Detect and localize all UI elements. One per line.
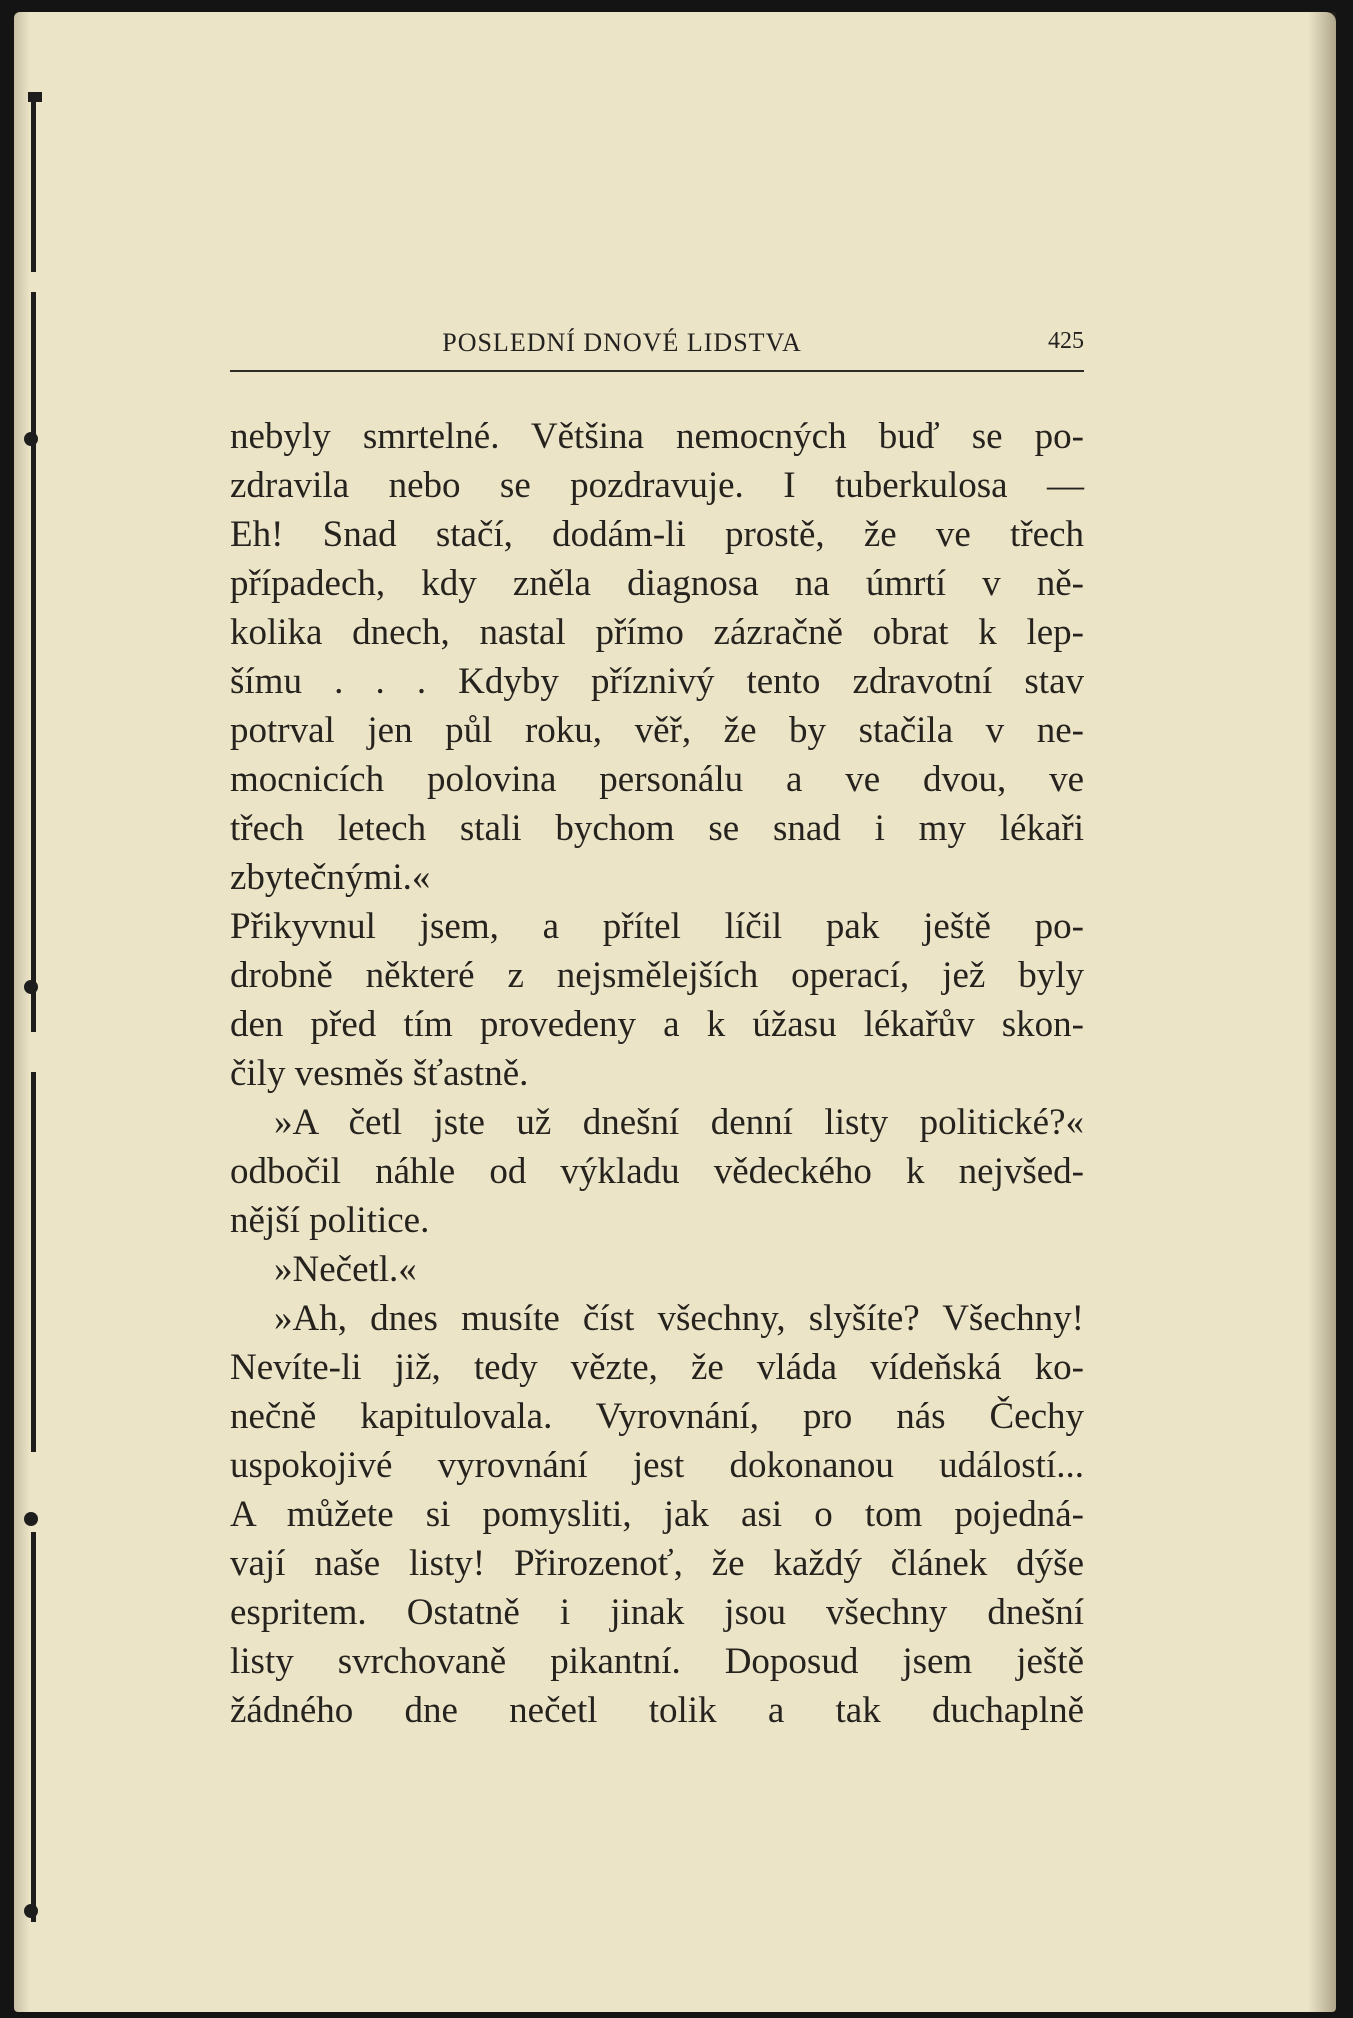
text-line: drobně některé z nejsmělejších operací, jež byly xyxy=(230,955,1084,996)
text-line: den před tím provedeny a k úžasu lékařův skon- xyxy=(230,1004,1084,1045)
running-title: POSLEDNÍ DNOVÉ LIDSTVA xyxy=(442,328,802,357)
gutter-stroke xyxy=(31,92,36,272)
running-header xyxy=(230,324,1084,372)
gutter-mark xyxy=(24,1512,38,1526)
text-line: Přikyvnul jsem, a přítel líčil pak ještě po- xyxy=(230,906,1084,947)
gutter-mark xyxy=(24,1904,38,1918)
text-line: odbočil náhle od výkladu vědeckého k nejvšed- xyxy=(230,1151,1084,1192)
body-text xyxy=(230,412,1084,1735)
text-line: potrval jen půl roku, věř, že by stačila v ne- xyxy=(230,710,1084,751)
text-line: Eh! Snad stačí, dodám-li prostě, že ve třech xyxy=(230,514,1084,555)
text-line: »Nečetl.« xyxy=(274,1249,417,1290)
gutter-stroke xyxy=(31,292,36,1032)
text-line: listy svrchovaně pikantní. Doposud jsem ještě xyxy=(230,1641,1084,1682)
gutter-stroke xyxy=(31,1532,36,1922)
text-line: nější politice. xyxy=(230,1200,430,1241)
text-line: mocnicích polovina personálu a ve dvou, ve xyxy=(230,759,1084,800)
text-line: třech letech stali bychom se snad i my lékaři xyxy=(230,808,1084,849)
text-line: nebyly smrtelné. Většina nemocných buď se po- xyxy=(230,416,1084,457)
text-line: zbytečnými.« xyxy=(230,857,431,898)
binding-gutter-marks xyxy=(28,92,38,1932)
gutter-stroke xyxy=(31,1072,36,1452)
text-line: espritem. Ostatně i jinak jsou všechny dnešní xyxy=(230,1592,1084,1633)
text-line: šímu . . . Kdyby příznivý tento zdravotní stav xyxy=(230,661,1084,702)
gutter-mark xyxy=(24,980,38,994)
text-line: Nevíte-li již, tedy vězte, že vláda vídeňská ko- xyxy=(230,1347,1084,1388)
page-number: 425 xyxy=(1048,328,1084,354)
text-line: vají naše listy! Přirozenoť, že každý článek dýše xyxy=(230,1543,1084,1584)
page-right-shadow xyxy=(1308,12,1336,2012)
text-line: nečně kapitulovala. Vyrovnání, pro nás Čechy xyxy=(230,1396,1084,1437)
text-line: uspokojivé vyrovnání jest dokonanou událostí... xyxy=(230,1445,1084,1486)
text-line: »Ah, dnes musíte číst všechny, slyšíte? Všechny! xyxy=(274,1298,1084,1339)
text-line: zdravila nebo se pozdravuje. I tuberkulosa — xyxy=(230,465,1084,506)
text-line: žádného dne nečetl tolik a tak duchaplně xyxy=(230,1690,1084,1731)
text-line: čily vesměs šťastně. xyxy=(230,1053,529,1094)
paper-page xyxy=(14,12,1336,2012)
text-line: případech, kdy zněla diagnosa na úmrtí v ně- xyxy=(230,563,1084,604)
text-line: kolika dnech, nastal přímo zázračně obrat k lep- xyxy=(230,612,1084,653)
text-line: A můžete si pomysliti, jak asi o tom pojedná- xyxy=(230,1494,1084,1535)
text-line: »A četl jste už dnešní denní listy politické?« xyxy=(274,1102,1084,1143)
